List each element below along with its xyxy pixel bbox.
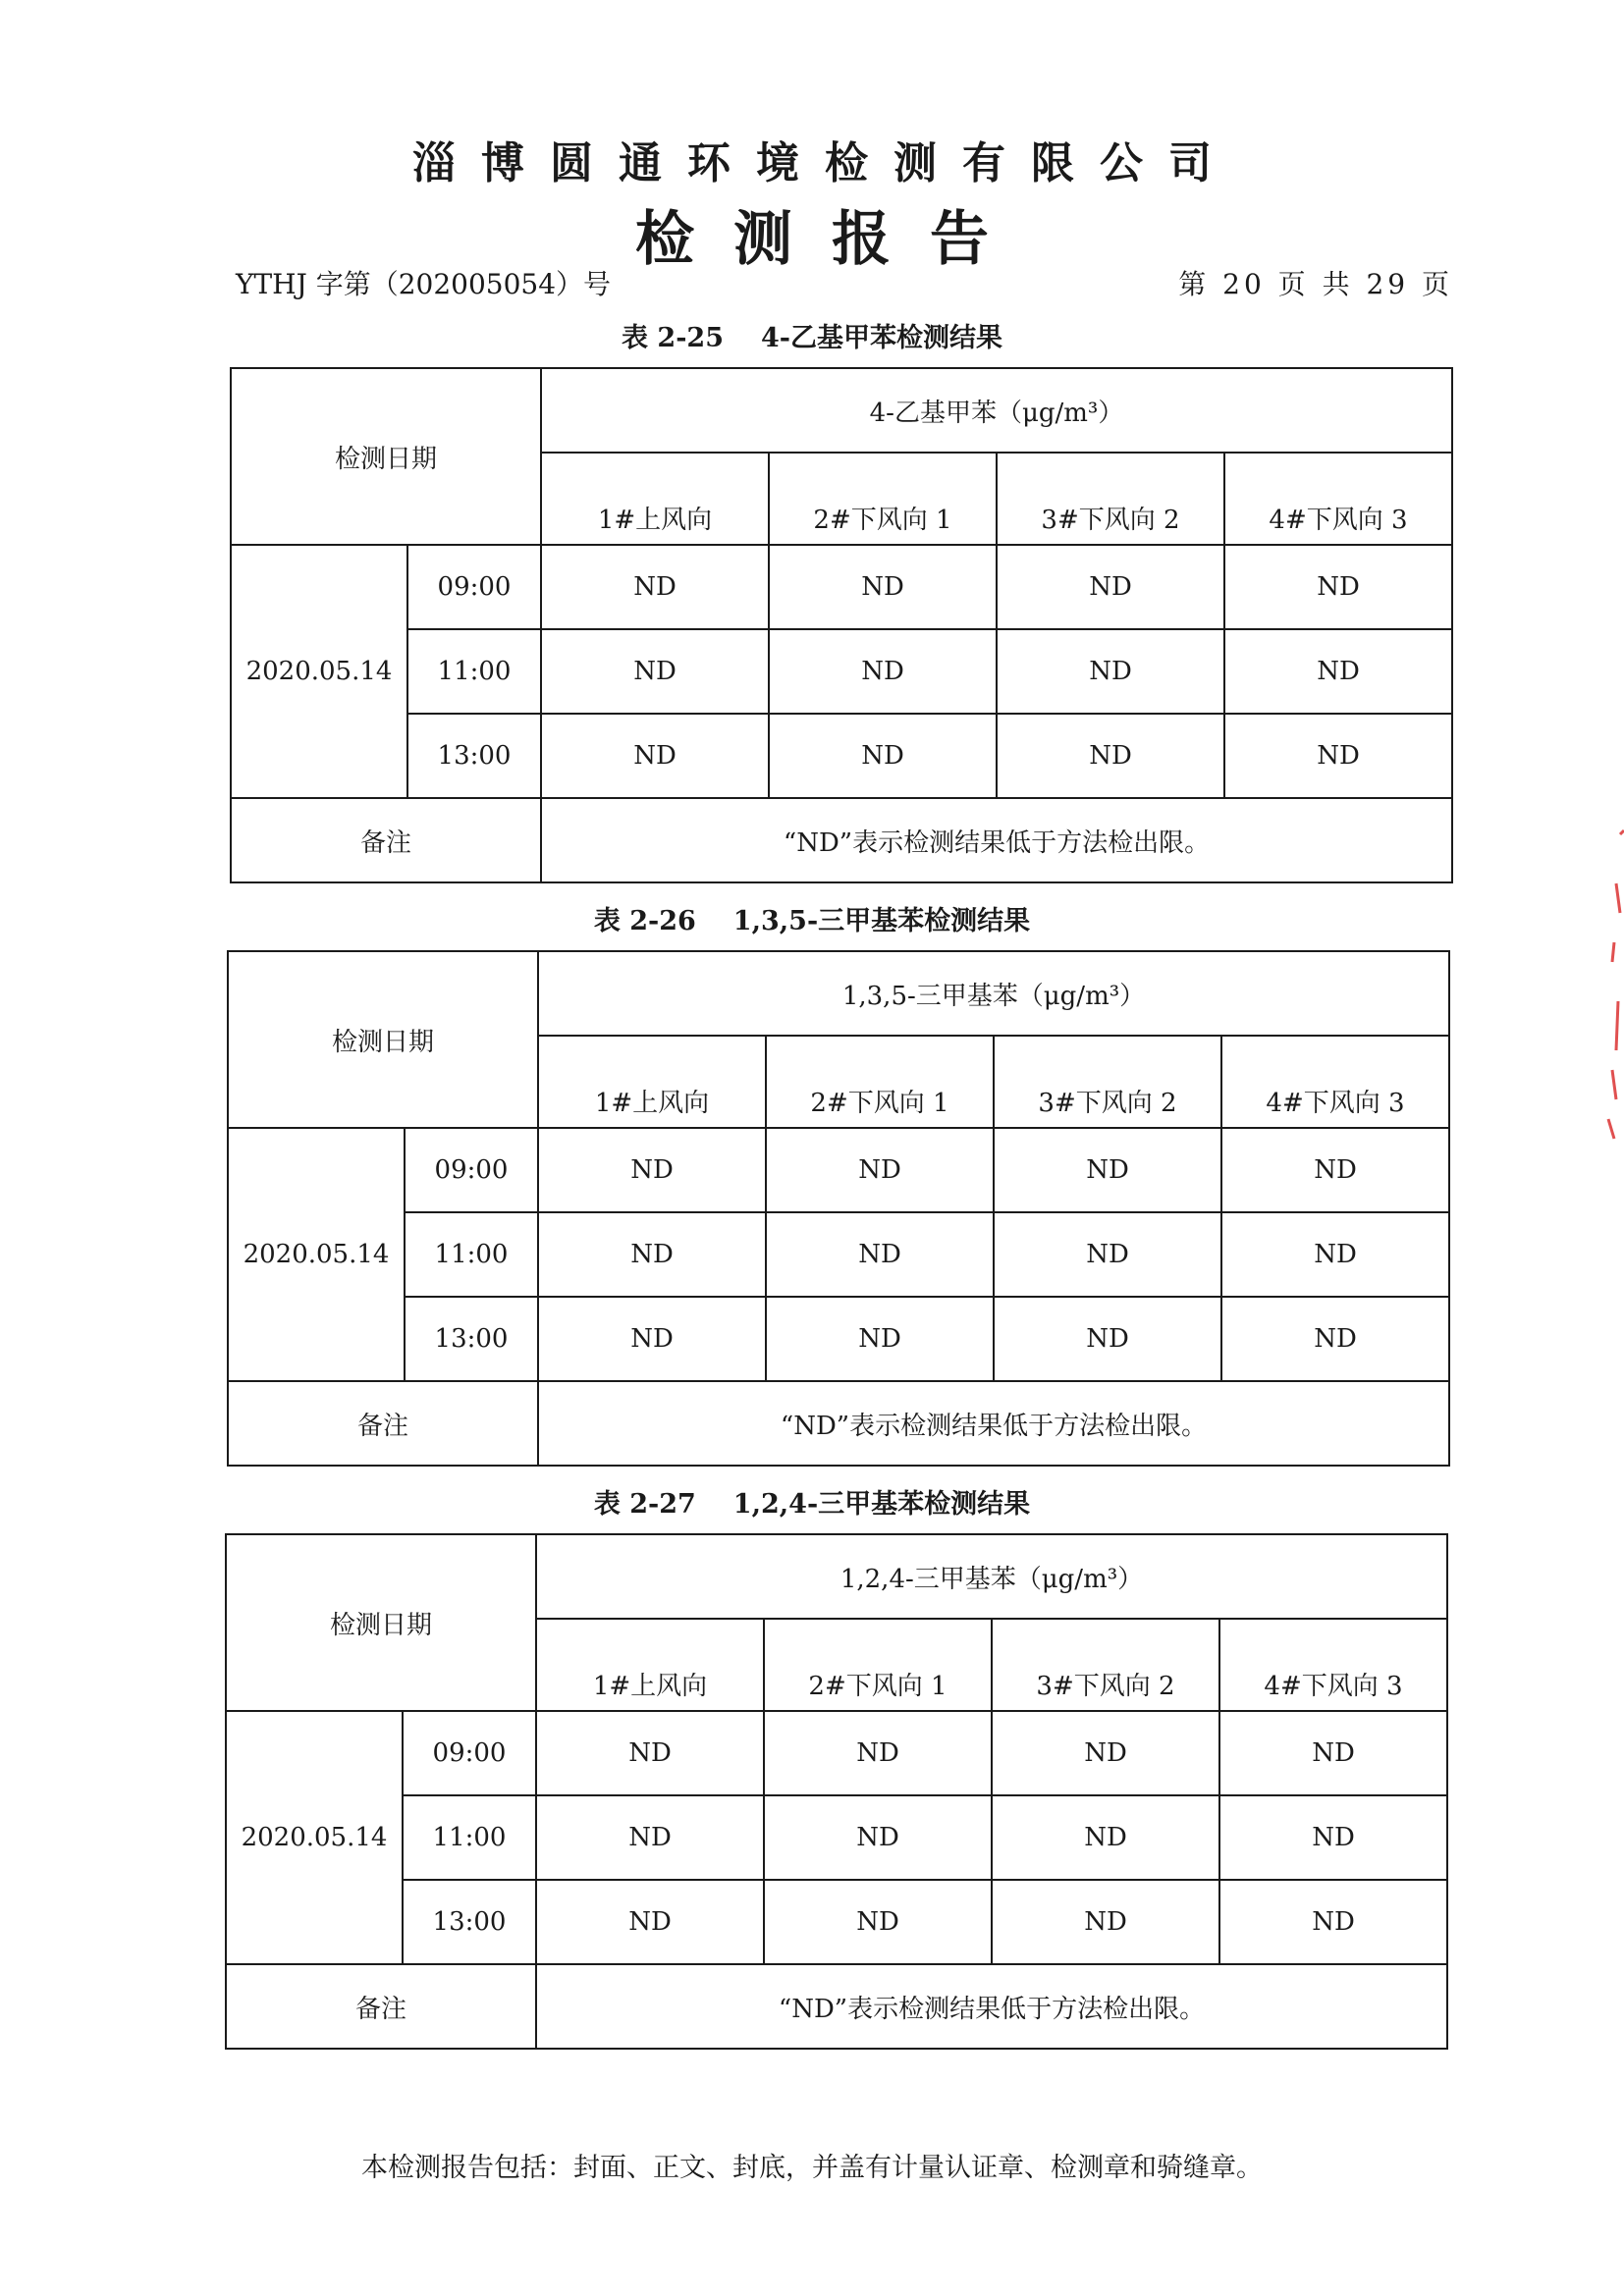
date-header: 检测日期: [226, 1534, 536, 1711]
table-row: [231, 545, 1452, 629]
table-row: [228, 1297, 1449, 1381]
result-value: ND: [1219, 1711, 1447, 1795]
sample-date: 2020.05.14: [231, 545, 407, 798]
table-row: [226, 1880, 1447, 1964]
result-value: ND: [538, 1128, 766, 1212]
sample-time: 11:00: [405, 1212, 538, 1297]
sample-time: 13:00: [403, 1880, 536, 1964]
report-title: 检测报告: [635, 205, 1028, 274]
sample-date: 2020.05.14: [228, 1128, 405, 1381]
result-value: ND: [1224, 545, 1452, 629]
table-number: 表 2-26: [593, 906, 696, 936]
note-text: “ND”表示检测结果低于方法检出限。: [541, 798, 1452, 882]
result-value: ND: [994, 1297, 1221, 1381]
table-caption: [0, 1482, 1624, 1521]
result-value: ND: [541, 714, 769, 798]
result-value: ND: [1219, 1880, 1447, 1964]
point-header: 3#下风向 2: [994, 1036, 1221, 1128]
result-value: ND: [1219, 1795, 1447, 1880]
point-header: 1#上风向: [538, 1036, 766, 1128]
date-header: 检测日期: [231, 368, 541, 545]
result-value: ND: [764, 1711, 992, 1795]
parameter-header: 1,3,5-三甲基苯（μg/m³）: [538, 951, 1449, 1036]
result-value: ND: [766, 1212, 994, 1297]
note-label: 备注: [228, 1381, 538, 1466]
footer-note: 本检测报告包括：封面、正文、封底，并盖有计量认证章、检测章和骑缝章。: [361, 2153, 1263, 2183]
table-name: 4-乙基甲苯检测结果: [760, 323, 1002, 353]
company-name: 淄博圆通环境检测有限公司: [412, 138, 1237, 188]
table-number: 表 2-27: [593, 1489, 696, 1520]
header-row: [231, 368, 1452, 453]
sample-time: 09:00: [407, 545, 541, 629]
result-value: ND: [997, 629, 1224, 714]
result-value: ND: [769, 714, 997, 798]
result-value: ND: [536, 1880, 764, 1964]
note-row: [231, 798, 1452, 882]
result-value: ND: [994, 1128, 1221, 1212]
note-row: [228, 1381, 1449, 1466]
sample-date: 2020.05.14: [226, 1711, 403, 1964]
result-value: ND: [997, 714, 1224, 798]
result-value: ND: [769, 629, 997, 714]
note-label: 备注: [231, 798, 541, 882]
table-caption: [0, 316, 1624, 354]
result-value: ND: [992, 1711, 1219, 1795]
header-row: [228, 951, 1449, 1036]
result-value: ND: [536, 1795, 764, 1880]
result-value: ND: [997, 545, 1224, 629]
note-row: [226, 1964, 1447, 2049]
table-number: 表 2-25: [622, 323, 724, 353]
result-value: ND: [538, 1212, 766, 1297]
result-value: ND: [1221, 1212, 1449, 1297]
sample-time: 13:00: [407, 714, 541, 798]
result-value: ND: [1221, 1128, 1449, 1212]
results-table: [230, 367, 1453, 883]
table-row: [226, 1711, 1447, 1795]
table-caption: [0, 899, 1624, 937]
point-header: 2#下风向 1: [764, 1619, 992, 1711]
result-value: ND: [538, 1297, 766, 1381]
result-value: ND: [764, 1795, 992, 1880]
result-value: ND: [1224, 714, 1452, 798]
point-header: 2#下风向 1: [769, 453, 997, 545]
table-row: [226, 1795, 1447, 1880]
result-value: ND: [769, 545, 997, 629]
parameter-header: 4-乙基甲苯（μg/m³）: [541, 368, 1452, 453]
result-value: ND: [766, 1297, 994, 1381]
page-info: 第 20 页 共 29 页: [1178, 268, 1453, 300]
result-value: ND: [992, 1795, 1219, 1880]
table-row: [231, 714, 1452, 798]
table-row: [228, 1128, 1449, 1212]
result-value: ND: [1224, 629, 1452, 714]
point-header: 3#下风向 2: [992, 1619, 1219, 1711]
point-header: 1#上风向: [536, 1619, 764, 1711]
sample-time: 11:00: [403, 1795, 536, 1880]
result-value: ND: [764, 1880, 992, 1964]
result-value: ND: [536, 1711, 764, 1795]
note-label: 备注: [226, 1964, 536, 2049]
header-row: [226, 1534, 1447, 1619]
sample-time: 11:00: [407, 629, 541, 714]
table-row: [228, 1212, 1449, 1297]
results-table: [225, 1533, 1448, 2050]
note-text: “ND”表示检测结果低于方法检出限。: [538, 1381, 1449, 1466]
table-name: 1,3,5-三甲基苯检测结果: [732, 906, 1031, 936]
results-table: [227, 950, 1450, 1467]
table-row: [231, 629, 1452, 714]
result-value: ND: [992, 1880, 1219, 1964]
seal-stamp-fragment: [1602, 825, 1624, 1148]
result-value: ND: [1221, 1297, 1449, 1381]
table-name: 1,2,4-三甲基苯检测结果: [732, 1489, 1031, 1520]
sample-time: 13:00: [405, 1297, 538, 1381]
point-header: 4#下风向 3: [1221, 1036, 1449, 1128]
result-value: ND: [994, 1212, 1221, 1297]
sample-time: 09:00: [403, 1711, 536, 1795]
note-text: “ND”表示检测结果低于方法检出限。: [536, 1964, 1447, 2049]
result-value: ND: [766, 1128, 994, 1212]
point-header: 4#下风向 3: [1219, 1619, 1447, 1711]
point-header: 2#下风向 1: [766, 1036, 994, 1128]
parameter-header: 1,2,4-三甲基苯（μg/m³）: [536, 1534, 1447, 1619]
sample-time: 09:00: [405, 1128, 538, 1212]
point-header: 3#下风向 2: [997, 453, 1224, 545]
result-value: ND: [541, 629, 769, 714]
point-header: 1#上风向: [541, 453, 769, 545]
report-number: YTHJ 字第（202005054）号: [236, 268, 612, 300]
date-header: 检测日期: [228, 951, 538, 1128]
point-header: 4#下风向 3: [1224, 453, 1452, 545]
result-value: ND: [541, 545, 769, 629]
